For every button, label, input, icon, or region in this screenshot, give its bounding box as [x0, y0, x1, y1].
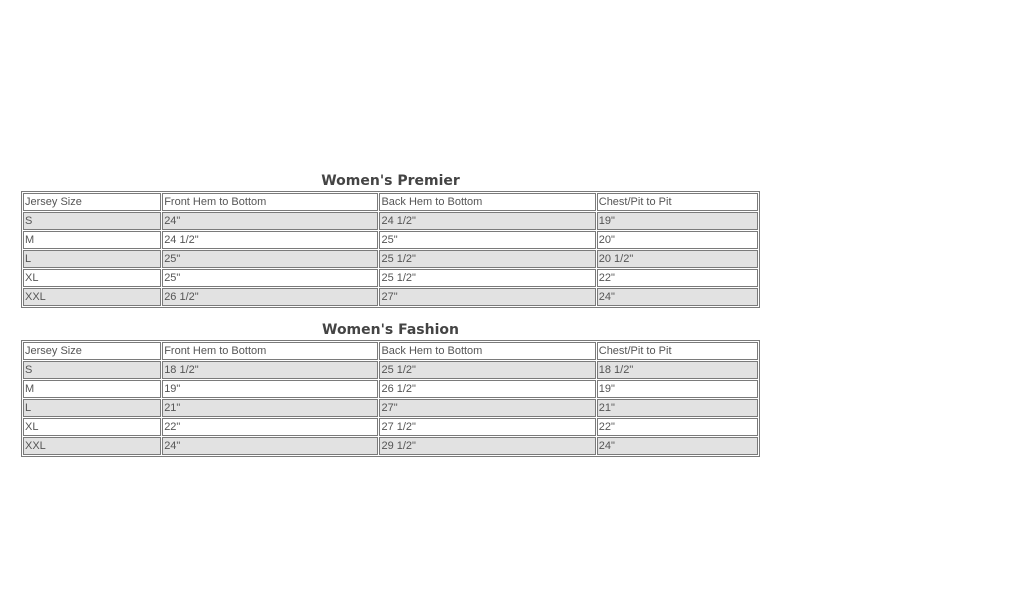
table-row — [23, 418, 758, 436]
table-cell: XL — [23, 269, 161, 287]
table-cell: 19" — [597, 212, 758, 230]
table-cell: 21" — [597, 399, 758, 417]
header-cell: Jersey Size — [23, 193, 161, 211]
table-cell: 18 1/2" — [162, 361, 378, 379]
table-cell: 24" — [597, 288, 758, 306]
womens-fashion-section — [21, 322, 760, 457]
table-cell: 24" — [597, 437, 758, 455]
table-row — [23, 231, 758, 249]
womens-premier-section — [21, 173, 760, 308]
table-cell: 27" — [379, 288, 595, 306]
size-table — [21, 191, 760, 308]
table-cell: 25" — [162, 250, 378, 268]
header-cell: Front Hem to Bottom — [162, 193, 378, 211]
table-cell: 25 1/2" — [379, 361, 595, 379]
section-title: Women's Fashion — [322, 322, 459, 338]
table-row — [23, 250, 758, 268]
table-cell: XL — [23, 418, 161, 436]
table-cell: 22" — [597, 418, 758, 436]
table-row — [23, 399, 758, 417]
table-cell: 22" — [597, 269, 758, 287]
table-cell: 18 1/2" — [597, 361, 758, 379]
size-table — [21, 340, 760, 457]
table-cell: 21" — [162, 399, 378, 417]
table-cell: 27" — [379, 399, 595, 417]
table-cell: 26 1/2" — [379, 380, 595, 398]
header-cell: Front Hem to Bottom — [162, 342, 378, 360]
table-row — [23, 437, 758, 455]
table-cell: 25" — [162, 269, 378, 287]
table-cell: 27 1/2" — [379, 418, 595, 436]
clipped-section-title — [21, 466, 760, 475]
header-cell: Back Hem to Bottom — [379, 193, 595, 211]
table-cell: S — [23, 361, 161, 379]
table-cell: S — [23, 212, 161, 230]
table-cell: 24" — [162, 437, 378, 455]
table-cell: 25" — [379, 231, 595, 249]
table-row — [23, 269, 758, 287]
section-title: Women's Premier — [321, 173, 460, 189]
table-cell: XXL — [23, 437, 161, 455]
table-cell: 24 1/2" — [379, 212, 595, 230]
table-cell: 22" — [162, 418, 378, 436]
table-cell: 20" — [597, 231, 758, 249]
table-row — [23, 288, 758, 306]
table-cell: M — [23, 380, 161, 398]
table-cell: 26 1/2" — [162, 288, 378, 306]
table-cell: L — [23, 399, 161, 417]
table-cell: 20 1/2" — [597, 250, 758, 268]
table-cell: 25 1/2" — [379, 269, 595, 287]
table-cell: 19" — [162, 380, 378, 398]
header-cell: Chest/Pit to Pit — [597, 342, 758, 360]
header-cell: Jersey Size — [23, 342, 161, 360]
table-cell: 24" — [162, 212, 378, 230]
table-cell: XXL — [23, 288, 161, 306]
table-row — [23, 361, 758, 379]
table-cell: 19" — [597, 380, 758, 398]
header-row — [23, 342, 758, 360]
table-cell: 29 1/2" — [379, 437, 595, 455]
table-cell: M — [23, 231, 161, 249]
table-row — [23, 380, 758, 398]
table-cell: L — [23, 250, 161, 268]
table-cell: 25 1/2" — [379, 250, 595, 268]
header-row — [23, 193, 758, 211]
table-row — [23, 212, 758, 230]
header-cell: Chest/Pit to Pit — [597, 193, 758, 211]
header-cell: Back Hem to Bottom — [379, 342, 595, 360]
table-cell: 24 1/2" — [162, 231, 378, 249]
